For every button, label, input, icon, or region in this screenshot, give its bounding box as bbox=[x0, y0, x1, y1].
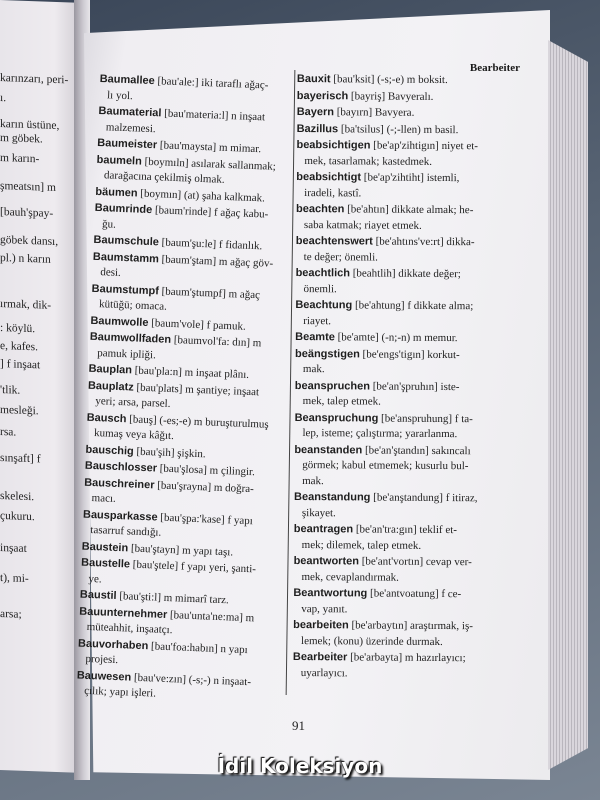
definition-continuation: kumaş veya kâğıt. bbox=[93, 427, 175, 443]
definition-continuation: macı. bbox=[91, 491, 116, 505]
definition: [bau've:zın] (-s;-) n inşaat- bbox=[130, 671, 252, 688]
definition: [be'an'tra:gın] teklif et- bbox=[353, 523, 457, 537]
headword: Beachtung bbox=[295, 298, 353, 312]
definition-continuation: lı yol. bbox=[106, 88, 134, 102]
dictionary-entry bbox=[297, 88, 511, 105]
left-page-text-fragment: şmeatsın] m bbox=[0, 180, 56, 194]
definition-continuation: yeri; arsa, parsel. bbox=[95, 395, 171, 410]
definition: [bau'foa:habın] n yapı bbox=[148, 639, 248, 656]
left-page-text-fragment: ] f inşaat bbox=[0, 358, 41, 372]
definition: [baum'ştam] m ağaç göv- bbox=[158, 252, 274, 270]
headword: beantworten bbox=[293, 554, 360, 568]
headword: beängstigen bbox=[294, 347, 360, 360]
definition: [bau'ştele] f yapı yeri, şanti- bbox=[129, 558, 257, 576]
definition-continuation: lemek; (konu) üzerinde durmak. bbox=[300, 634, 443, 648]
headword: beanstanden bbox=[294, 443, 363, 456]
definition-continuation: mek, talep etmek. bbox=[302, 395, 381, 408]
left-column bbox=[76, 72, 288, 707]
headword: beantragen bbox=[293, 522, 354, 536]
dictionary-entry bbox=[293, 650, 507, 682]
definition: [be'arbaytın] araştırmak, iş- bbox=[348, 619, 473, 633]
dictionary-entry bbox=[296, 170, 510, 202]
dictionary-entry bbox=[296, 202, 510, 234]
headword: Bausch bbox=[86, 411, 127, 425]
page-edges bbox=[548, 40, 588, 770]
headword: bäumen bbox=[95, 185, 138, 200]
headword: Baumallee bbox=[99, 72, 155, 88]
left-page-text-fragment: ırmak, dik- bbox=[0, 298, 52, 312]
headword: Baustein bbox=[81, 540, 129, 554]
headword: Bauwesen bbox=[76, 669, 132, 684]
definition: [bau'unta'ne:ma] m bbox=[167, 608, 255, 624]
definition-continuation: çılık; yapı işleri. bbox=[84, 684, 157, 700]
dictionary-entry bbox=[295, 330, 509, 347]
headword: bayerisch bbox=[296, 89, 349, 102]
headword: Bauschlosser bbox=[84, 459, 158, 475]
headword: Beantwortung bbox=[293, 586, 368, 600]
definition: [be'amte] (-n;-n) m memur. bbox=[334, 331, 458, 345]
definition: [boymıln] asılarak sallanmak; bbox=[141, 155, 277, 173]
headword: Baustelle bbox=[80, 556, 131, 571]
dictionary-entry bbox=[294, 410, 508, 442]
definition: [be'engs'tigın] korkut- bbox=[359, 347, 460, 361]
headword: Bauplan bbox=[88, 362, 133, 377]
dictionary-entry bbox=[294, 490, 508, 522]
headword: Beanstandung bbox=[293, 490, 371, 504]
definition: [boymın] (at) şaha kalkmak. bbox=[137, 187, 266, 204]
definition: [be'ahtung] f dikkate alma; bbox=[352, 299, 474, 313]
headword: Baumstumpf bbox=[91, 282, 160, 297]
dictionary-entry bbox=[297, 72, 511, 89]
headword: Baumschule bbox=[93, 233, 160, 249]
left-page-text-fragment: m karın- bbox=[0, 152, 40, 166]
left-page-text-fragment: [bauh'şpay- bbox=[0, 206, 54, 220]
left-page-text-fragment: karınzarı, peri- bbox=[0, 72, 69, 87]
dictionary-entry bbox=[294, 442, 508, 490]
left-page-text-fragment: karın üstüne, bbox=[0, 118, 60, 133]
dictionary-entry bbox=[297, 121, 511, 138]
headword: beabsichtigen bbox=[296, 138, 371, 152]
headword: Baumaterial bbox=[98, 104, 162, 120]
headword: Bearbeiter bbox=[292, 650, 348, 664]
definition: [baum'ştumpf] m ağaç bbox=[158, 284, 261, 301]
dictionary-entry bbox=[293, 554, 507, 586]
dictionary-entry bbox=[294, 522, 508, 554]
definition-continuation: desi. bbox=[100, 266, 122, 279]
dictionary-entry bbox=[293, 618, 507, 650]
headword: Bauvorhaben bbox=[77, 637, 149, 652]
definition-continuation: kütüğü; omaca. bbox=[98, 298, 168, 313]
left-page-text-fragment: sınşaft] f bbox=[0, 452, 41, 466]
left-page-text-fragment: 'tlik. bbox=[0, 384, 21, 397]
left-page-text-fragment: rsa. bbox=[0, 426, 17, 439]
definition: [be'ahtın] dikkate almak; he- bbox=[344, 203, 474, 217]
definition: [be'anspruhung] f ta- bbox=[378, 412, 473, 425]
definition-continuation: tasarruf sandığı. bbox=[90, 523, 162, 539]
definition: [be'antvoatung] f ce- bbox=[367, 587, 462, 601]
definition: [bau'pla:n] m inşaat plânı. bbox=[131, 364, 250, 381]
headword: baumeln bbox=[96, 153, 143, 168]
definition-continuation: mek, cevaplandırmak. bbox=[301, 570, 399, 584]
headword: Bauschreiner bbox=[84, 476, 155, 491]
headword: Bauxit bbox=[296, 72, 331, 86]
left-page-text-fragment: mesleği. bbox=[0, 404, 39, 418]
definition: [baumvol'fa: dın] m bbox=[170, 333, 262, 350]
definition: [ba'tsilus] (-;-llen) m basil. bbox=[338, 122, 459, 136]
left-page-text-fragment: m göbek. bbox=[0, 132, 43, 146]
definition-continuation: önemli. bbox=[303, 282, 337, 295]
dictionary-entry bbox=[296, 234, 510, 266]
definition-continuation: ğu. bbox=[101, 217, 117, 231]
dictionary-entry bbox=[295, 266, 509, 298]
definition: [be'ahtıns've:rt] dikka- bbox=[372, 235, 475, 249]
definition-continuation: projesi. bbox=[85, 652, 119, 667]
definition-continuation: pamuk ipliği. bbox=[96, 346, 157, 361]
definition: [baum'şu:le] f fidanlık. bbox=[158, 236, 263, 253]
headword: beachten bbox=[296, 202, 345, 216]
definition-continuation: saba katmak; riayet etmek. bbox=[303, 218, 422, 232]
headword: bearbeiten bbox=[293, 618, 349, 632]
headword: Baumwolle bbox=[90, 314, 149, 329]
dictionary-entry bbox=[295, 346, 509, 378]
page-number: 91 bbox=[292, 718, 305, 733]
definition: [bau'plats] m şantiye; inşaat bbox=[133, 381, 260, 398]
definition-continuation: müteahhit, inşaatçı. bbox=[86, 620, 173, 637]
headword: beachtenswert bbox=[295, 234, 373, 248]
headword: beachtlich bbox=[295, 266, 351, 280]
left-page-text-fragment: : köylü. bbox=[0, 322, 36, 336]
dictionary-entry bbox=[295, 378, 509, 410]
dictionary-entry bbox=[293, 586, 507, 618]
left-page bbox=[0, 0, 78, 773]
definition-continuation: vap, yanıt. bbox=[301, 602, 348, 615]
definition-continuation: uyarlayıcı. bbox=[300, 666, 348, 679]
definition-continuation: riayet. bbox=[303, 314, 332, 327]
left-page-text-fragment: ı. bbox=[0, 92, 7, 105]
definition: [bayriş] Bavyeralı. bbox=[348, 89, 434, 103]
definition: [be'ant'vortın] cevap ver- bbox=[358, 555, 472, 569]
definition: [bau'şrayna] m doğra- bbox=[154, 478, 255, 495]
headword: beabsichtigt bbox=[296, 170, 362, 184]
headword: beanspruchen bbox=[294, 379, 371, 393]
right-column bbox=[293, 72, 511, 683]
dictionary-entry bbox=[296, 138, 510, 170]
dictionary-entry bbox=[295, 298, 509, 330]
definition-continuation: mak. bbox=[302, 474, 324, 487]
definition: [bayırn] Bavyera. bbox=[333, 106, 415, 119]
headword: Beamte bbox=[295, 330, 335, 344]
definition-continuation: mek, tasarlamak; kastedmek. bbox=[304, 154, 433, 168]
headword: Bazillus bbox=[296, 122, 339, 135]
definition: [be'arbayta] m hazırlayıcı; bbox=[347, 651, 466, 665]
definition: [bau'şti:l] m mimarî tarz. bbox=[116, 590, 229, 607]
left-page-text-fragment: göbek dansı, bbox=[0, 234, 59, 249]
definition-continuation: te değer; önemli. bbox=[303, 250, 378, 264]
definition-continuation: malzemesi. bbox=[105, 120, 156, 135]
headword: Baumeister bbox=[97, 136, 158, 152]
definition-continuation: iradeli, kastî. bbox=[304, 186, 362, 199]
definition-continuation: lep, isteme; çalıştırma; yararlanma. bbox=[302, 427, 458, 441]
definition: [beahtlih] dikkate değer; bbox=[349, 267, 461, 281]
headword: Baumrinde bbox=[94, 201, 153, 217]
definition: [bau'maysta] m mimar. bbox=[156, 139, 262, 156]
left-page-text-fragment: skelesi. bbox=[0, 490, 35, 504]
definition: [be'ap'zihtigın] niyet et- bbox=[370, 139, 479, 153]
definition-continuation: şikayet. bbox=[301, 506, 336, 519]
definition-continuation: mek; dilemek, talep etmek. bbox=[301, 538, 422, 552]
headword: Bausparkasse bbox=[82, 508, 158, 524]
left-page-text-fragment: t), mi- bbox=[0, 572, 29, 586]
definition: [bau'şih] şişkin. bbox=[133, 445, 206, 460]
headword: bauschig bbox=[85, 443, 135, 458]
definition-continuation: mak. bbox=[302, 363, 325, 376]
definition: [be'ap'zihtiht] istemli, bbox=[361, 171, 460, 185]
definition-continuation: ye. bbox=[88, 572, 102, 585]
definition: [be'anştandung] f itiraz, bbox=[370, 491, 478, 505]
definition: [bau'şpa:'kase] f yapı bbox=[157, 511, 254, 527]
watermark: İdil Koleksiyon bbox=[217, 754, 383, 778]
definition: [baum'vole] f pamuk. bbox=[148, 316, 246, 333]
headword: Bauunternehmer bbox=[79, 605, 168, 621]
headword: Baumwollfaden bbox=[89, 330, 172, 346]
headword: Beanspruchung bbox=[294, 411, 379, 425]
definition: [bau'ksit] (-s;-e) m boksit. bbox=[330, 73, 448, 87]
definition-continuation: görmek; kabul etmemek; kusurlu bul- bbox=[302, 459, 469, 473]
definition-continuation: darağacına çekilmiş olmak. bbox=[103, 169, 225, 186]
left-page-text-fragment: e, kafes. bbox=[0, 340, 38, 354]
definition: [be'an'şpruhın] iste- bbox=[369, 380, 460, 393]
definition: [baum'rinde] f ağaç kabu- bbox=[151, 204, 269, 221]
left-page-text-fragment: arsa; bbox=[0, 608, 22, 621]
headword: Baustil bbox=[79, 588, 117, 603]
definition: [bau'ale:] iki taraflı ağaç- bbox=[154, 75, 269, 92]
definition: [bau'materia:l] n inşaat bbox=[161, 107, 266, 124]
dictionary-entry bbox=[297, 105, 511, 122]
left-page-text-fragment: çukuru. bbox=[0, 510, 35, 524]
left-page-text-fragment: inşaat bbox=[0, 542, 27, 555]
dictionary-entry bbox=[76, 668, 265, 706]
left-page-text-fragment: pl.) n karın bbox=[0, 252, 51, 266]
headword: Baumstamm bbox=[92, 250, 160, 265]
headword: Bayern bbox=[296, 105, 335, 119]
definition: [bauş] (-es;-e) m buruşturulmuş bbox=[126, 412, 269, 431]
running-header: Bearbeiter bbox=[469, 62, 520, 74]
headword: Bauplatz bbox=[87, 379, 135, 394]
definition: [bau'ştayn] m yapı taşı. bbox=[127, 541, 234, 558]
definition: [be'an'ştandın] sakıncalı bbox=[362, 443, 471, 457]
definition: [bau'şlosa] m çilingir. bbox=[156, 462, 256, 479]
